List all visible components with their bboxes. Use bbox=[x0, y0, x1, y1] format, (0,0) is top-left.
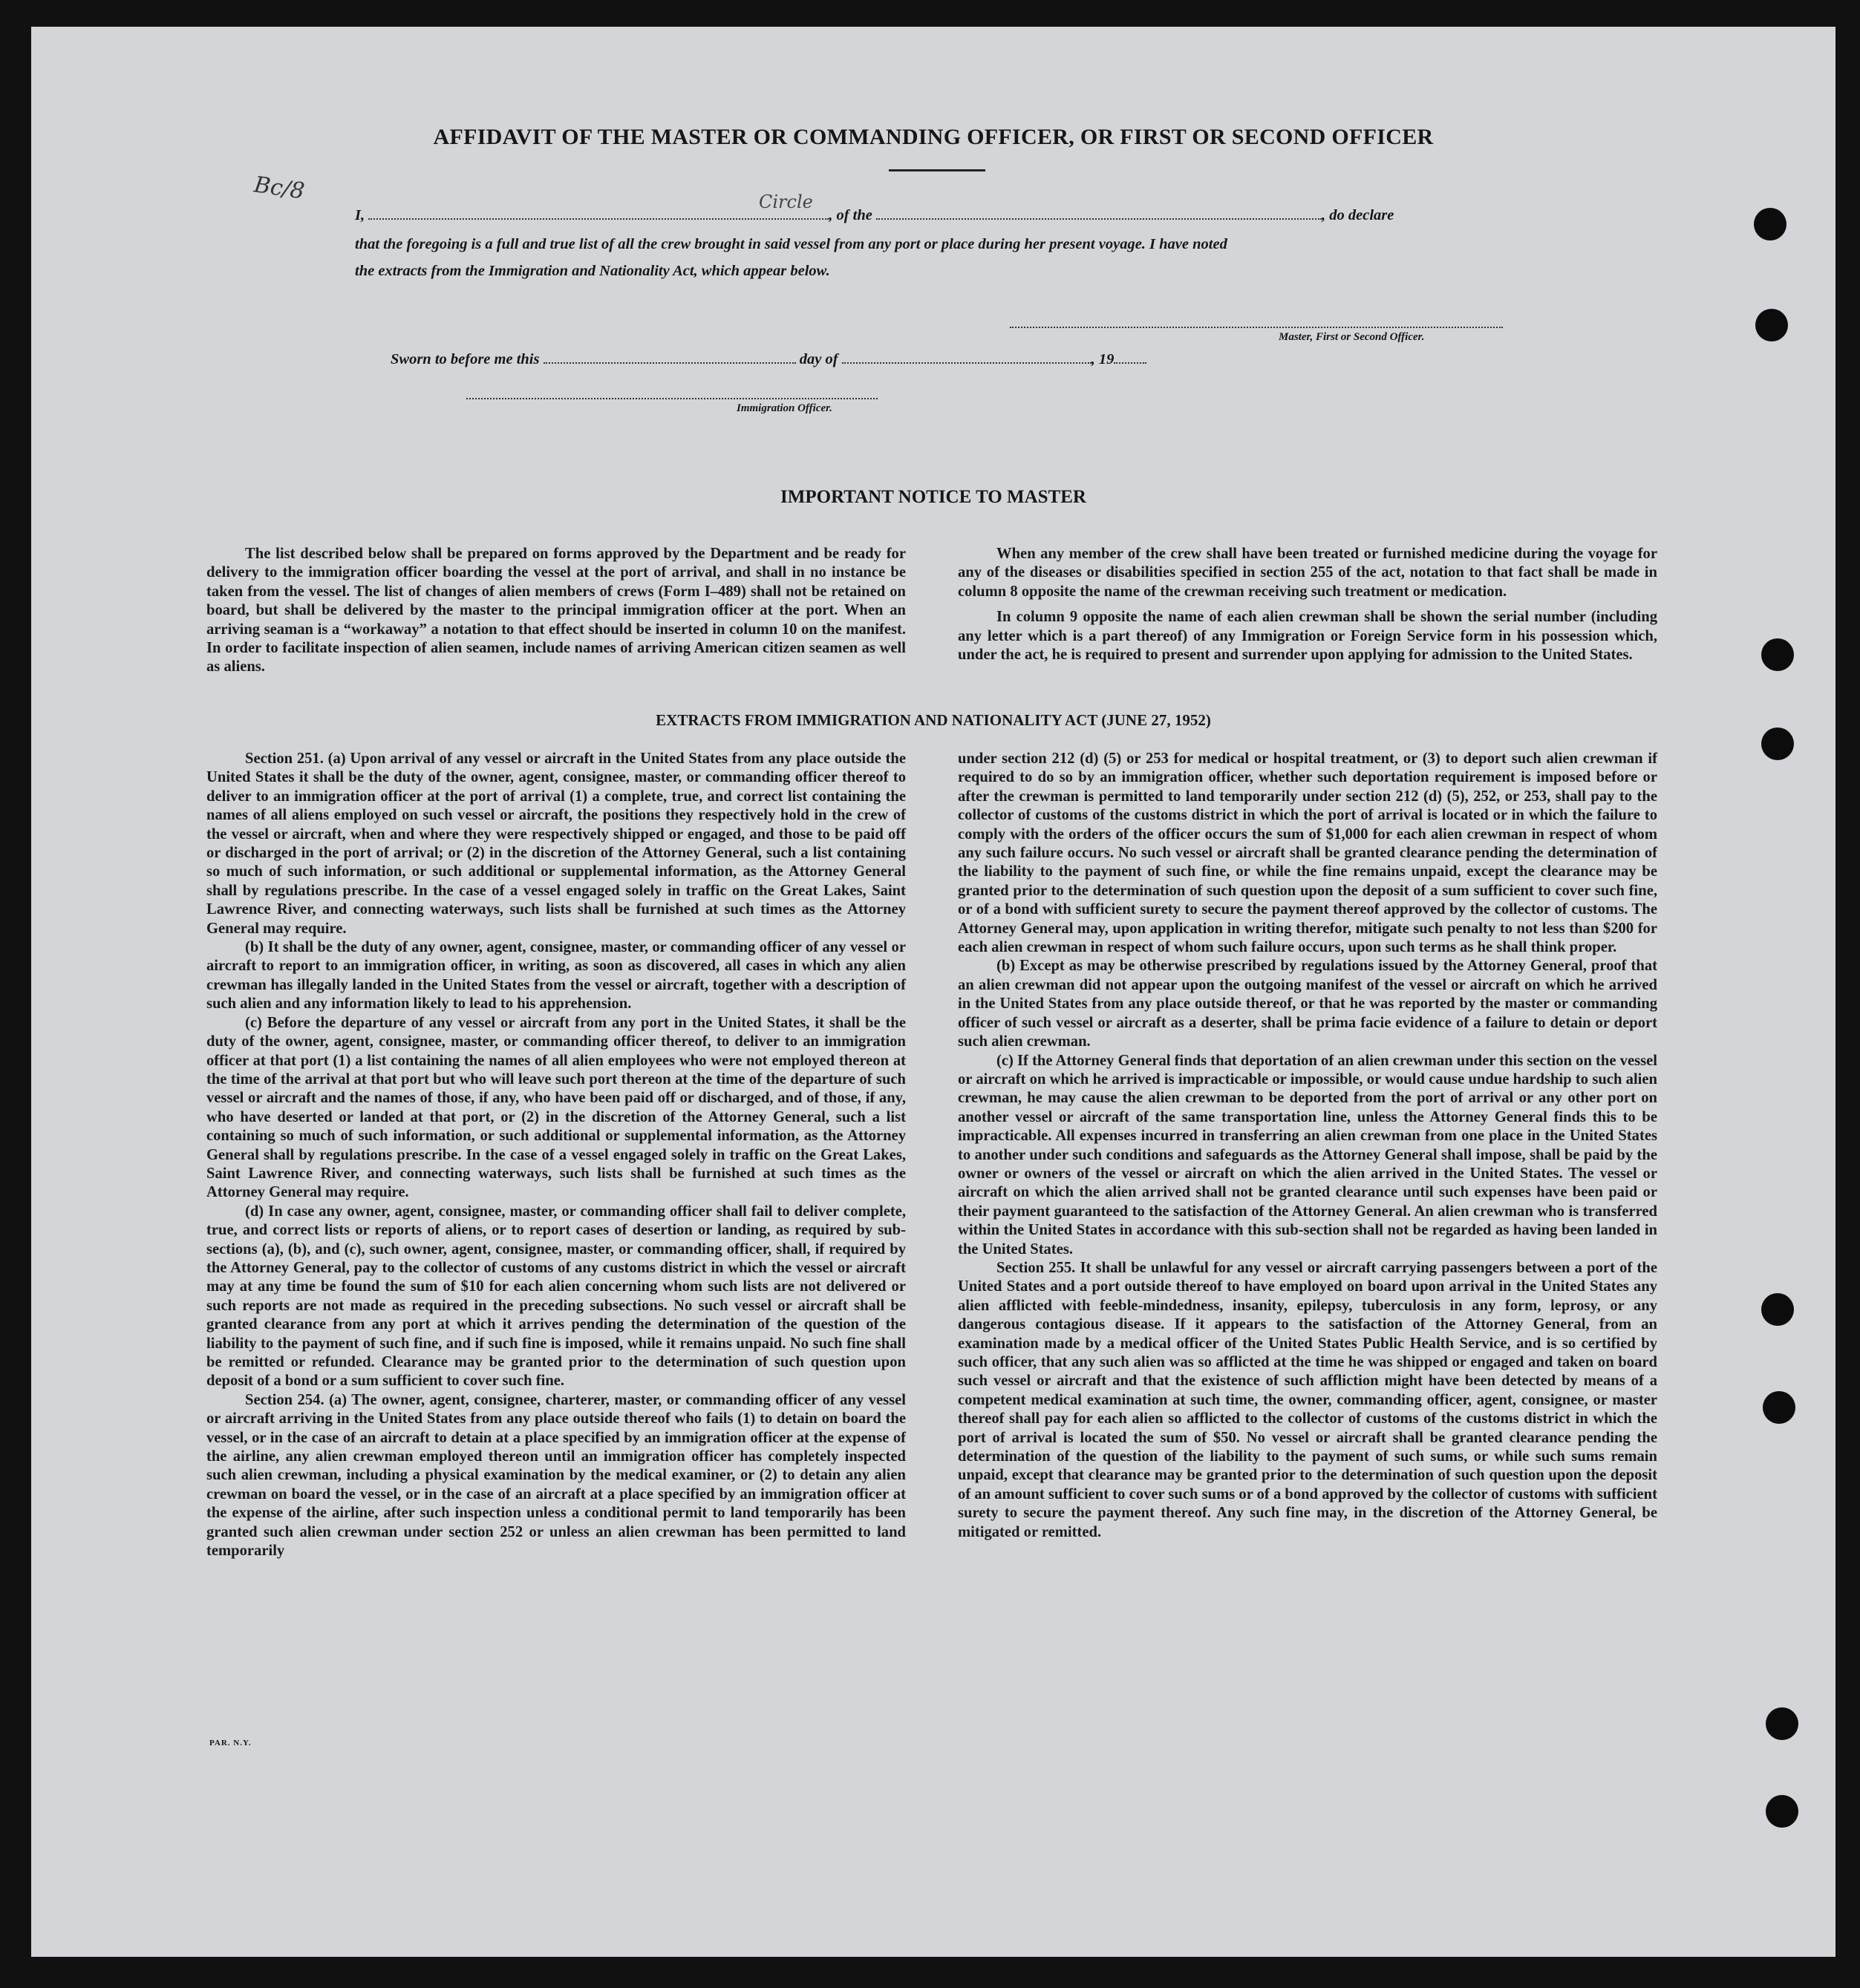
affidavit-title: AFFIDAVIT OF THE MASTER OR COMMANDING OFFICER, OR FIRST OR SECOND OFFICER bbox=[433, 125, 1434, 149]
sworn-prefix: Sworn to before me this bbox=[391, 351, 540, 367]
affidavit-i-label: I, bbox=[355, 207, 365, 223]
officer-signature-line[interactable] bbox=[466, 398, 878, 399]
extract-paragraph: Section 254. (a) The owner, agent, consignee, charterer, master, or commanding officer of any vessel or aircraft arriving in the United States from any place outside thereof who fails (1) to detain on board the vessel, or in the case of an aircraft to detain at a place specified by an immigration officer at the expense of the airline, any alien crewman employed thereon until an immigration officer has completely inspected such alien crewman, including a physical examination by the medical examiner, or (2) to detain any alien crewman on board the vessel, or in the case of an aircraft at a place specified by an immigration officer at the expense of the airline, after such inspection unless a conditional permit to land temporarily has been granted such alien crewman under section 252 or unless an alien crewman has been permitted to land temporarily bbox=[206, 1391, 906, 1560]
extract-paragraph: Section 251. (a) Upon arrival of any vessel or aircraft in the United States from any place outside the United States it shall be the duty of the owner, agent, consignee, master, or commanding officer thereof to deliver to an immigration officer at the port of arrival (1) a complete, true, and correct list containing the names of all aliens employed on such vessel or aircraft, the positions they respectively hold in the crew of the vessel or aircraft, when and where they were respectively shipped or engaged, and those to be paid off or discharged in the port of arrival; or (2) in the discretion of the Attorney General, such a list containing so much of such information, or such additional or supplemental information, as the Attorney General shall by regulations prescribe. In the case of a vessel engaged solely in traffic on the Great Lakes, Saint Lawrence River, and connecting waterways, such lists shall be furnished at such times as the Attorney General may require. bbox=[206, 751, 906, 937]
extracts-heading: EXTRACTS FROM IMMIGRATION AND NATIONALITY ACT (JUNE 27, 1952) bbox=[656, 711, 1211, 729]
extract-paragraph: Section 255. It shall be unlawful for any vessel or aircraft carrying passengers between a port of the United States and a port outside thereof to have employed on board upon arrival in the United States any alien afflicted with feeble-mindedness, insanity, epilepsy, tuberculosis in any form, leprosy, or any dangerous contagious disease. If it appears to the satisfaction of the Attorney General, from an examination made by a medical officer of the United States Public Health Service, and is so certified by such officer, that any such alien was so afflicted at the time he was shipped or engaged and taken on board such vessel or aircraft and that the existence of such affliction might have been detected by means of a competent medical examination at such time, the owner, commanding officer, agent, consignee, or master thereof shall pay for each alien so afflicted to the collector of customs of the customs district in which the port of arrival is located the sum of $50. No vessel or aircraft shall be granted clearance pending the determination of the question of the liability to the payment of such sums, or while such sums remain unpaid, except that clearance may be granted prior to the determination of such question upon the deposit of an amount sufficient to cover such sums or of a bond approved by the collector of customs with sufficient surety to secure the payment thereof. Any such fine may, in the discretion of the Attorney General, be mitigated or remitted. bbox=[958, 1259, 1657, 1540]
master-signature-line[interactable] bbox=[1010, 327, 1503, 328]
punch-hole bbox=[1761, 1293, 1794, 1326]
handwritten-name: Circle bbox=[759, 192, 813, 212]
vessel-field[interactable] bbox=[876, 206, 1322, 220]
affidavit-of-the-label: , of the bbox=[829, 207, 872, 223]
notice-right-column bbox=[958, 545, 1657, 664]
extract-paragraph: (b) It shall be the duty of any owner, agent, consignee, master, or commanding officer of any vessel or aircraft to report to an immigration officer, in writing, as soon as discovered, all cases in which any alien crewman has illegally landed in the United States from the vessel or aircraft, together with a description of such alien and any information likely to lead to his apprehension. bbox=[206, 939, 906, 1013]
extracts-right-column bbox=[958, 750, 1657, 1542]
form-footer: PAR. N.Y. bbox=[209, 1739, 252, 1747]
punch-hole bbox=[1755, 309, 1788, 341]
affidavit-line-2: that the foregoing is a full and true list of all the crew brought in said vessel from any port or place during her present voyage. I have noted bbox=[355, 236, 1227, 252]
punch-hole bbox=[1766, 1707, 1798, 1740]
sworn-year-label: , 19 bbox=[1091, 351, 1115, 367]
sworn-day-field[interactable] bbox=[544, 350, 796, 364]
officer-signature-caption: Immigration Officer. bbox=[737, 402, 832, 414]
extract-paragraph: (b) Except as may be otherwise prescribed by regulations issued by the Attorney General, proof that an alien crewman did not appear upon the outgoing manifest of the vessel or aircraft on which he arrived in the United States from any place outside thereof, or that he was reported by the master or commanding officer of such vessel or aircraft as a deserter, shall be prima facie evidence of a failure to detain or deport such alien crewman. bbox=[958, 958, 1657, 1050]
handwritten-margin-note: Bc/8 bbox=[252, 171, 307, 205]
notice-heading: IMPORTANT NOTICE TO MASTER bbox=[780, 487, 1086, 507]
notice-left-column bbox=[206, 545, 906, 677]
notice-paragraph: When any member of the crew shall have been treated or furnished medicine during the voyage for any of the diseases or disabilities specified in section 255 of the act, notation to that fact shall be made in column 8 opposite the name of the crewman receiving such treatment or medication. bbox=[958, 546, 1657, 600]
punch-hole bbox=[1761, 638, 1794, 671]
extract-paragraph: (d) In case any owner, agent, consignee, master, or commanding officer shall fail to deliver complete, true, and correct lists or reports of aliens, or to report cases of desertion or landing, as required by sub-sections (a), (b), and (c), such owner, agent, consignee, master, or commanding officer, shall, if required by the Attorney General, pay to the collector of customs of any customs district in which the vessel or aircraft may at any time be found the sum of $10 for each alien concerning whom such lists are not delivered or such reports are not made as required in the preceding subsections. No such vessel or aircraft shall be granted clearance from any port at which it arrives pending the determination of the question of the liability to the payment of such fine, and if such fine is imposed, while it remains unpaid. No such fine shall be remitted or refunded. Clearance may be granted prior to the determination of such question upon deposit of a bond or a sum sufficient to cover such fine. bbox=[206, 1203, 906, 1390]
punch-hole bbox=[1763, 1391, 1795, 1424]
extract-paragraph: (c) Before the departure of any vessel or aircraft from any port in the United States, it shall be the duty of the owner, agent, consignee, master, or commanding officer thereof, to deliver to an immigration officer at that port (1) a list containing the names of all alien employees who were not employed thereon at the time of the arrival at that port but who will leave such port thereon at the time of the departure of such vessel or aircraft and the names of those, if any, who have been paid off or discharged, and of those, if any, who have deserted or landed at that port, or (2) in the discretion of the Attorney General, such a list containing so much of such information, or such additional or supplemental information, as the Attorney General shall by regulations prescribe. In the case of a vessel engaged solely in traffic on the Great Lakes, Saint Lawrence River, and connecting waterways, such lists shall be furnished at such times as the Attorney General may require. bbox=[206, 1014, 906, 1201]
sworn-line bbox=[391, 350, 1146, 368]
extract-paragraph: (c) If the Attorney General finds that deportation of an alien crewman under this section on the vessel or aircraft on which he arrived is impracticable or impossible, or would cause undue hardship to such alien crewman, he may cause the alien crewman to be deported from the port of arrival or any other port on another vessel or aircraft of the same transportation line, unless the Attorney General finds this to be impracticable. All expenses incurred in transferring an alien crewman from one place in the United States to another under such conditions and safeguards as the Attorney General shall impose, shall be paid by the owner or owners of the vessel or aircraft on which the alien arrived in the United States. The vessel or aircraft on which the alien arrived shall not be granted clearance until such expenses have been paid or their payment guaranteed to the satisfaction of the Attorney General. An alien crewman who is transferred within the United States in accordance with this sub-section shall not be regarded as having been landed in the United States. bbox=[958, 1052, 1657, 1258]
sworn-day-of-label: day of bbox=[799, 351, 838, 367]
extracts-left-column bbox=[206, 750, 906, 1560]
punch-hole bbox=[1754, 208, 1786, 241]
notice-paragraph: In column 9 opposite the name of each alien crewman shall be shown the serial number (including any letter which is a part thereof) of any Immigration or Foreign Service form in his possession which, under the act, he is required to present and surrender upon applying for admission to the United States. bbox=[958, 609, 1657, 664]
extract-paragraph: under section 212 (d) (5) or 253 for medical or hospital treatment, or (3) to deport such alien crewman if required to do so by an immigration officer, whether such deportation requirement is imposed before or after the crewman is permitted to land temporarily under section 212 (d) (5), 252, or 253, shall pay to the collector of customs of the customs district in which the port of arrival is located or in which the failure to comply with the orders of the officer occurs the sum of $1,000 for each alien crewman in respect of whom any such failure occurs. No such vessel or aircraft shall be granted clearance pending the determination of the liability to the payment of such fine, or while the fine remains unpaid, except the clearance may be granted prior to the determination of such question upon the deposit of a sum sufficient to cover such fine, or of a bond with sufficient surety to secure the payment thereof approved by the collector of customs. The Attorney General may, upon application in writing therefor, mitigate such penalty to not less than $200 for each alien crewman in respect of whom such failure occurs, upon such terms as he shall think proper. bbox=[958, 751, 1657, 956]
affidavit-line-1 bbox=[355, 206, 1394, 224]
sworn-year-field[interactable] bbox=[1114, 350, 1146, 364]
punch-hole bbox=[1766, 1795, 1798, 1828]
document-page bbox=[31, 27, 1835, 1957]
sworn-month-field[interactable] bbox=[842, 350, 1091, 364]
affidavit-declare-label: , do declare bbox=[1322, 207, 1394, 223]
master-signature-caption: Master, First or Second Officer. bbox=[1279, 331, 1425, 343]
notice-paragraph: The list described below shall be prepared on forms approved by the Department and be ready for delivery to the immigration officer boarding the vessel at the port of arrival, and shall in no instance be taken from the vessel. The list of changes of alien members of crews (Form I–489) shall not be retained on board, but shall be delivered by the master to the principal immigration officer at the port. When an arriving seaman is a “workaway” a notation to that effect should be inserted in column 10 on the manifest. In order to facilitate inspection of alien seamen, include names of arriving American citizen seamen as well as aliens. bbox=[206, 546, 906, 676]
title-rule bbox=[889, 169, 985, 171]
affidavit-line-3: the extracts from the Immigration and Nationality Act, which appear below. bbox=[355, 263, 830, 279]
punch-hole bbox=[1761, 727, 1794, 760]
